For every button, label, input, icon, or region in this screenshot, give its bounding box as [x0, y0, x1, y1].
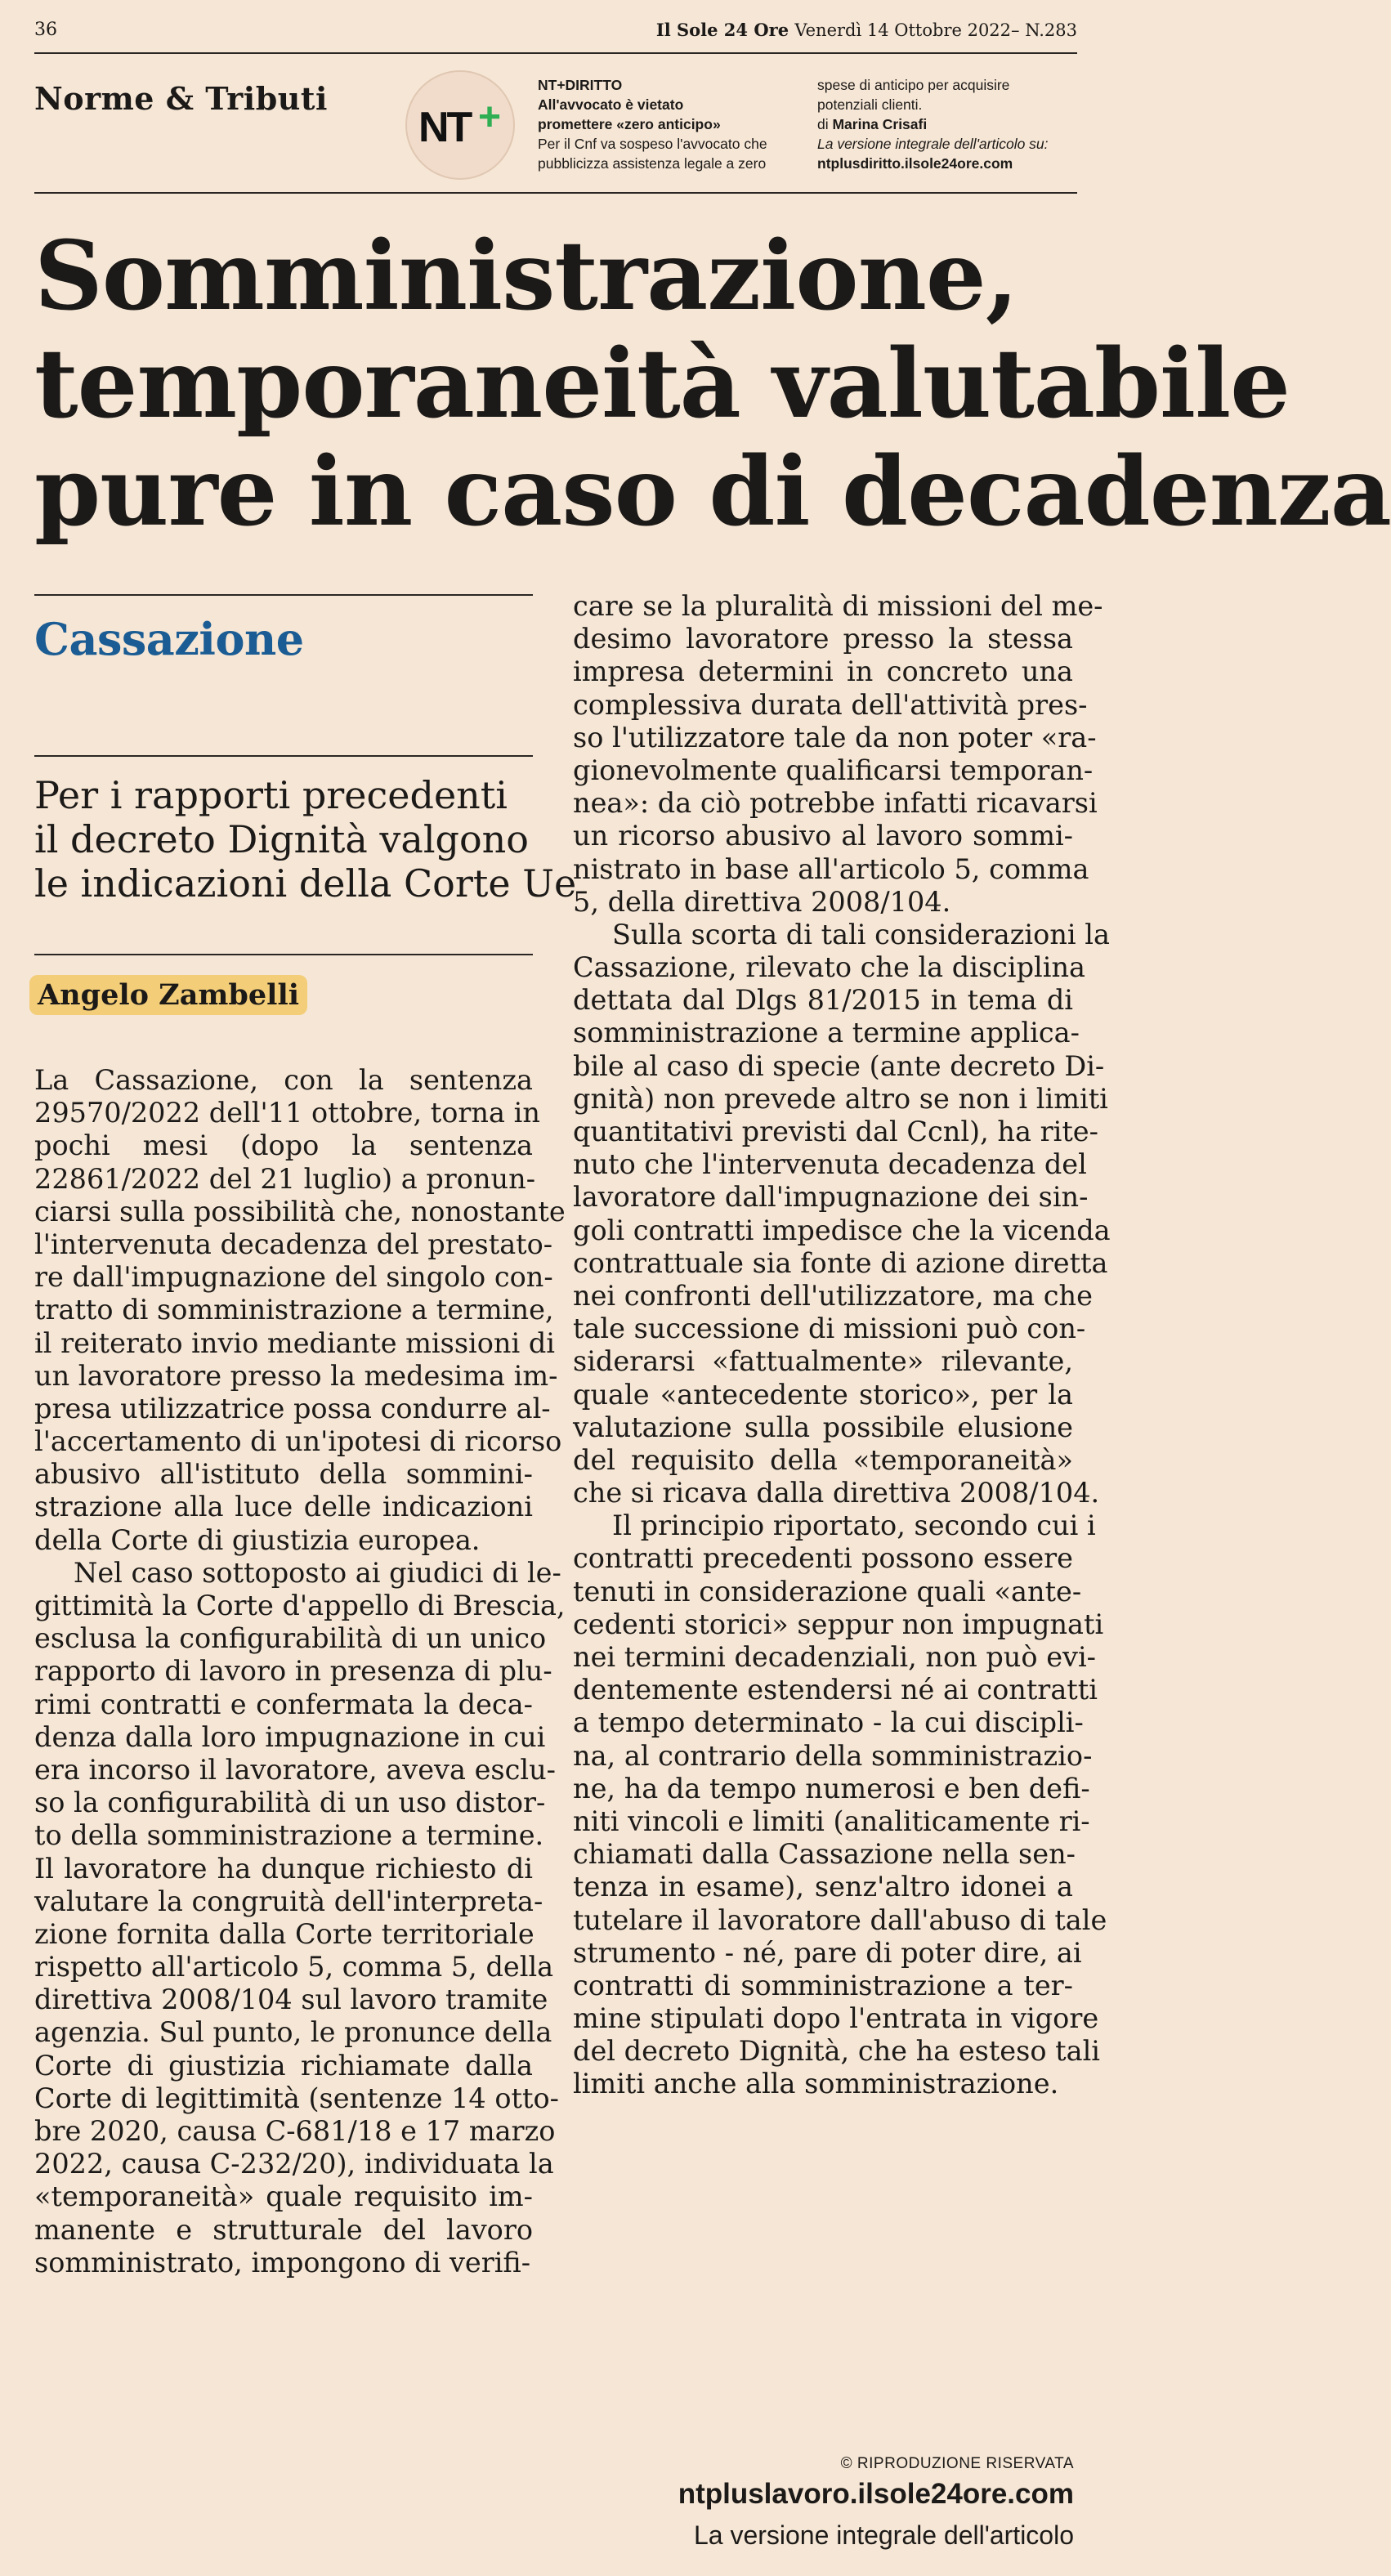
body-text-line: presa utilizzatrice possa condurre al- [34, 1392, 551, 1424]
body-text-line: tale successione di missioni può con- [573, 1313, 1086, 1345]
body-text-line: Sulla scorta di tali considerazioni la [612, 918, 1110, 950]
header-rule [34, 192, 1077, 194]
body-text-line: so la configurabilità di un uso distor- [34, 1787, 546, 1819]
nt-plus-logo[interactable] [405, 70, 515, 180]
body-text-line: niti vincoli e limiti (analiticamente ri- [573, 1805, 1090, 1837]
body-text-line: rispetto all'articolo 5, comma 5, della [34, 1951, 554, 1983]
body-text-line: tutelare il lavoratore dall'abuso di tale [573, 1903, 1107, 1936]
masthead-issue: – N.283 [1011, 20, 1077, 40]
body-text-line: somministrato, impongono di verifi- [34, 2246, 531, 2279]
body-text-line: mine stipulati dopo l'entrata in vigore [573, 2002, 1099, 2035]
copyright-notice: © RIPRODUZIONE RISERVATA [840, 2455, 1074, 2472]
promo-teaser[interactable] [538, 75, 783, 173]
body-text-line: nei confronti dell'utilizzatore, ma che [573, 1279, 1093, 1312]
body-text-line: tenuti in considerazione quali «ante- [573, 1575, 1082, 1608]
body-text-line: della Corte di giustizia europea. [34, 1523, 481, 1556]
body-text-line: quantitativi previsti dal Ccnl), ha rite- [573, 1116, 1098, 1147]
promo-headline-line: promettere «zero anticipo» [538, 116, 721, 132]
body-text-line: gittimità la Corte d'appello di Brescia, [34, 1590, 566, 1621]
body-text-line: nea»: da ciò potrebbe infatti ricavarsi [573, 787, 1098, 820]
subheadline [34, 773, 577, 906]
section-title: Norme & Tributi [34, 80, 328, 117]
promo-body-line: spese di anticipo per acquisire [817, 77, 1010, 93]
headline-line: pure in caso di decadenza [34, 436, 1391, 548]
body-text-line: il reiterato invio mediante missioni di [34, 1326, 556, 1359]
body-text-line: 22861/2022 del 21 luglio) a pronun- [34, 1162, 536, 1195]
promo-body-line: Per il Cnf va sospeso l'avvocato che [538, 136, 767, 152]
body-text-line: Corte di giustizia richiamate dalla [34, 2049, 533, 2082]
body-text-line: strumento - né, pare di poter dire, ai [573, 1936, 1082, 1969]
body-text-line: pochi mesi (dopo la sentenza [34, 1129, 533, 1162]
promo-headline-line: All'avvocato è vietato [538, 96, 684, 113]
body-text-line: complessiva durata dell'attività pres- [573, 688, 1088, 721]
body-text-line: un lavoratore presso la medesima im- [34, 1359, 558, 1392]
subhead-line: Per i rapporti precedenti [34, 773, 508, 817]
body-text-line: impresa determini in concreto una [573, 655, 1073, 688]
body-text-line: esclusa la configurabilità di un unico [34, 1622, 547, 1655]
body-text-line: l'accertamento di un'ipotesi di ricorso [34, 1425, 562, 1458]
body-text-line: tenza in esame), senz'altro idonei a [573, 1871, 1073, 1903]
body-text-line: limiti anche alla somministrazione. [573, 2068, 1059, 2100]
body-text-line: «temporaneità» quale requisito im- [34, 2180, 533, 2213]
body-text-line: Il principio riportato, secondo cui i [612, 1509, 1096, 1542]
body-text-line: 5, della direttiva 2008/104. [573, 885, 951, 918]
body-text-line: Il lavoratore ha dunque richiesto di [34, 1852, 533, 1885]
article-body-left-column [34, 1064, 566, 2279]
body-text-line: Cassazione, rilevato che la disciplina [573, 951, 1086, 984]
body-text-line: dentemente estendersi né ai contratti [573, 1674, 1098, 1706]
article-body-right-column [573, 590, 1111, 2101]
body-text-line: lavoratore dall'impugnazione dei sin- [573, 1181, 1089, 1214]
author-top-rule [34, 954, 533, 955]
body-text-line: un ricorso abusivo al lavoro sommi- [573, 820, 1073, 852]
body-text-line: nuto che l'intervenuta decadenza del [573, 1148, 1087, 1181]
body-text-line: direttiva 2008/104 sul lavoro tramite [34, 1983, 548, 2016]
kicker: Cassazione [34, 613, 304, 665]
subhead-line: il decreto Dignità valgono [34, 817, 529, 861]
body-text-line: valutazione sulla possibile elusione [573, 1411, 1073, 1443]
body-text-line: desimo lavoratore presso la stessa [573, 623, 1073, 655]
kicker-top-rule [34, 594, 533, 596]
body-text-line: goli contratti impedisce che la vicenda [573, 1214, 1111, 1246]
page-number: 36 [34, 20, 57, 40]
author-byline: Angelo Zambelli [29, 975, 307, 1015]
body-text-line: rapporto di lavoro in presenza di plu- [34, 1655, 552, 1688]
body-text-line: re dall'impugnazione del singolo con- [34, 1261, 553, 1294]
promo-body-line: potenziali clienti. [817, 96, 923, 113]
promo-more-note: La versione integrale dell'articolo su: [817, 136, 1049, 152]
body-text-line: abusivo all'istituto della sommini- [34, 1458, 533, 1491]
body-text-line: chiamati dalla Cassazione nella sen- [573, 1838, 1076, 1871]
body-text-line: care se la pluralità di missioni del me- [573, 590, 1103, 622]
body-text-line: denza dalla loro impugnazione in cui [34, 1720, 546, 1753]
body-text-line: Nel caso sottoposto ai giudici di le- [74, 1556, 561, 1589]
body-text-line: 29570/2022 dell'11 ottobre, torna in [34, 1097, 540, 1129]
body-text-line: contratti precedenti possono essere [573, 1542, 1073, 1575]
subhead-top-rule [34, 755, 533, 757]
promo-byline [817, 114, 1087, 134]
body-text-line: nistrato in base all'articolo 5, comma [573, 852, 1089, 885]
body-text-line: del requisito della «temporaneità» [573, 1443, 1073, 1476]
body-text-line: zione fornita dalla Corte territoriale [34, 1917, 534, 1950]
body-text-line: bre 2020, causa C-681/18 e 17 marzo [34, 2115, 556, 2147]
body-text-line: agenzia. Sul punto, le pronunce della [34, 2016, 552, 2049]
plus-icon: + [478, 96, 502, 139]
promo-byline-name: Marina Crisafi [832, 116, 928, 132]
body-text-line: valutare la congruità dell'interpreta- [34, 1885, 543, 1917]
body-text-line: contrattuale sia fonte di azione diretta [573, 1246, 1108, 1279]
body-text-line: quale «antecedente storico», per la [573, 1378, 1073, 1411]
body-text-line: l'intervenuta decadenza del prestato- [34, 1228, 553, 1260]
body-text-line: La Cassazione, con la sentenza [34, 1064, 533, 1096]
body-text-line: rimi contratti e confermata la deca- [34, 1688, 533, 1720]
masthead-date: Venerdì 14 Ottobre 2022 [794, 20, 1012, 40]
website-link[interactable]: ntpluslavoro.ilsole24ore.com [678, 2478, 1074, 2510]
body-text-line: na, al contrario della somministrazio- [573, 1739, 1093, 1772]
promo-brand: NT+DIRITTO [538, 77, 623, 93]
nt-logo-text: NT [418, 104, 471, 151]
body-text-line: bile al caso di specie (ante decreto Di- [573, 1049, 1105, 1082]
body-text-line: gnità) non prevede altro se non i limiti [573, 1082, 1108, 1115]
body-text-line: del decreto Dignità, che ha esteso tali [573, 2035, 1101, 2068]
body-text-line: cedenti storici» seppur non impugnati [573, 1608, 1104, 1640]
body-text-line: siderarsi «fattualmente» rilevante, [573, 1345, 1073, 1378]
website-note: La versione integrale dell'articolo [693, 2520, 1074, 2550]
body-text-line: era incorso il lavoratore, aveva esclu- [34, 1753, 556, 1786]
body-text-line: to della somministrazione a termine. [34, 1819, 544, 1852]
body-text-line: ciarsi sulla possibilità che, nonostante [34, 1195, 566, 1228]
body-text-line: che si ricava dalla direttiva 2008/104. [573, 1477, 1100, 1509]
headline-line: Somministrazione, [34, 221, 1018, 332]
body-text-line: Corte di legittimità (sentenze 14 otto- [34, 2082, 559, 2114]
body-text-line: nei termini decadenziali, non può evi- [573, 1641, 1096, 1673]
masthead-name: Il Sole 24 Ore [655, 20, 789, 40]
body-text-line: 2022, causa C-232/20), individuata la [34, 2148, 554, 2180]
body-text-line: ne, ha da tempo numerosi e ben defi- [573, 1772, 1090, 1805]
promo-link[interactable]: ntplusdiritto.ilsole24ore.com [817, 155, 1013, 172]
article-headline [34, 221, 1391, 548]
body-text-line: a tempo determinato - la cui discipli- [573, 1706, 1084, 1739]
promo-teaser-continued [817, 75, 1087, 173]
masthead [656, 20, 1077, 40]
top-rule [34, 52, 1077, 54]
subhead-line: le indicazioni della Corte Ue [34, 861, 577, 906]
body-text-line: contratti di somministrazione a ter- [573, 1969, 1073, 2001]
body-text-line: so l'utilizzatore tale da non poter «ra- [573, 721, 1097, 754]
body-text-line: manente e strutturale del lavoro [34, 2213, 533, 2246]
body-text-line: somministrazione a termine applica- [573, 1017, 1080, 1049]
body-text-line: strazione alla luce delle indicazioni [34, 1491, 533, 1523]
body-text-line: tratto di somministrazione a termine, [34, 1294, 554, 1326]
headline-line: temporaneità valutabile [34, 329, 1290, 440]
promo-body-line: pubblicizza assistenza legale a zero [538, 155, 767, 172]
body-text-line: gionevolmente qualificarsi temporan- [573, 754, 1094, 786]
promo-byline-prefix: di [817, 116, 833, 132]
body-text-line: dettata dal Dlgs 81/2015 in tema di [573, 984, 1073, 1017]
